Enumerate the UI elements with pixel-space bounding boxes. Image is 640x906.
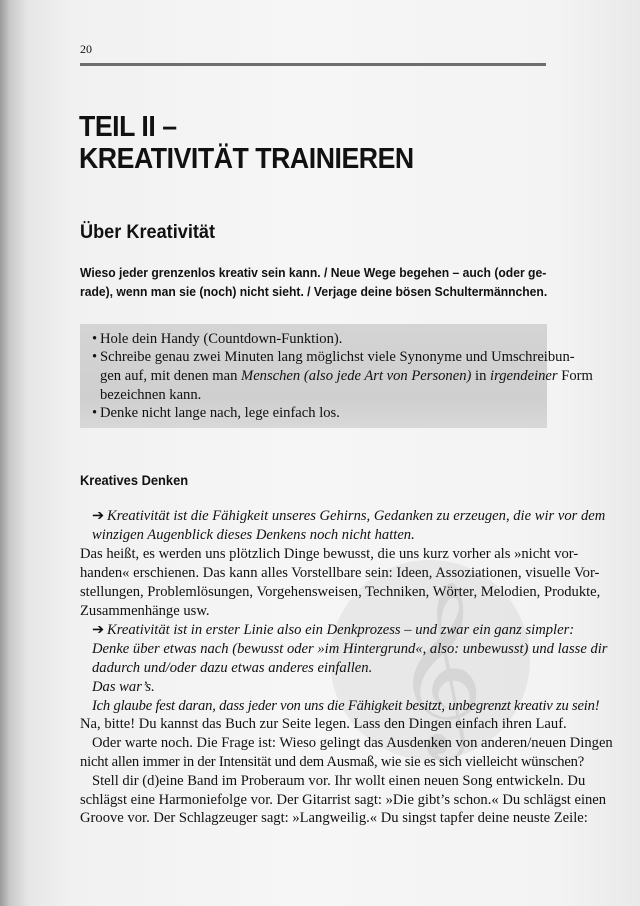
- quote-text: Kreativität ist in erster Linie also ein Denkprozess – und zwar ein ganz simpler:: [107, 622, 575, 638]
- quote-line: [92, 678, 155, 696]
- bullet-icon: •: [92, 405, 98, 421]
- bullet-icon: •: [92, 331, 98, 347]
- exercise-item: Schreibe genau zwei Minuten lang möglichst viele Synonyme und Umschreibun-: [100, 349, 575, 365]
- body-line: stellungen, Problemlösungen, Vorgehensweisen, Techniken, Wörter, Melodien, Produkte,: [80, 584, 601, 600]
- quote-line: [92, 697, 599, 715]
- emphasis: irgendeiner: [490, 368, 558, 384]
- body-line: nicht allen immer in der Intensität und dem Ausmaß, wie sie es sich vielleicht wünschen?: [80, 754, 584, 770]
- quote-text: Das war’s.: [92, 679, 155, 695]
- body-line: handen« erschienen. Das kann alles Vorstellbare sein: Ideen, Assoziationen, visuelle Vor-: [80, 565, 600, 581]
- body-line: Das heißt, es werden uns plötzlich Dinge bewusst, die uns kurz vorher als »nicht vor-: [80, 546, 579, 562]
- body-line: Zusammenhänge usw.: [80, 603, 210, 619]
- quote-line: [92, 659, 372, 677]
- quote-line: [92, 640, 608, 658]
- exercise-item-cont: [100, 367, 593, 385]
- body-line: schlägst eine Harmoniefolge vor. Der Gitarrist sagt: »Die gibt’s schon.« Du schlägst einen: [80, 792, 607, 808]
- body-line: Na, bitte! Du kannst das Buch zur Seite legen. Lass den Dingen einfach ihren Lauf.: [80, 716, 567, 732]
- text: in: [471, 368, 491, 384]
- quote-text: Kreativität ist die Fähigkeit unseres Gehirns, Gedanken zu erzeugen, die wir vor dem: [107, 508, 606, 524]
- body-line: Oder warte noch. Die Frage ist: Wieso gelingt das Ausdenken von anderen/neuen Dingen: [92, 735, 613, 751]
- page-number: 20: [80, 42, 92, 56]
- bullet-icon: •: [92, 349, 98, 365]
- intro-line: Wieso jeder grenzenlos kreativ sein kann. / Neue Wege begehen – auch (oder ge-: [80, 265, 547, 280]
- subsection-heading: Kreatives Denken: [80, 472, 189, 488]
- exercise-item: Denke nicht lange nach, lege einfach los.: [100, 405, 340, 421]
- section-heading: Über Kreativität: [80, 221, 216, 243]
- arrow-icon: ➔: [92, 508, 105, 524]
- exercise-item: Hole dein Handy (Countdown-Funktion).: [100, 331, 343, 347]
- treble-clef-watermark-icon: 𝄞: [395, 580, 484, 754]
- quote-line: [107, 507, 606, 525]
- body-line: Stell dir (d)eine Band im Proberaum vor. Ihr wollt einen neuen Song entwickeln. Du: [92, 773, 586, 789]
- intro-line: rade), wenn man sie (noch) nicht sieht. / Verjage deine bösen Schultermännchen.: [80, 284, 548, 299]
- quote-text: winzigen Augenblick dieses Denkens noch nicht hatten.: [92, 527, 415, 543]
- quote-text: dadurch und/oder dazu etwas anderes einfallen.: [92, 660, 373, 676]
- quote-text: Denke über etwas nach (bewusst oder »im Hintergrund«, also: unbewusst) und lasse dir: [92, 641, 608, 657]
- body-line: Groove vor. Der Schlagzeuger sagt: »Langweilig.« Du singst tapfer deine neuste Zeile:: [80, 810, 588, 826]
- chapter-title-line1: TEIL II –: [79, 111, 177, 143]
- exercise-item-cont: bezeichnen kann.: [100, 387, 202, 403]
- arrow-icon: ➔: [92, 622, 105, 638]
- quote-text: Ich glaube fest daran, dass jeder von uns die Fähigkeit besitzt, unbegrenzt kreativ zu sein!: [92, 698, 600, 714]
- header-rule: [80, 63, 546, 66]
- text: Form: [557, 368, 593, 384]
- quote-line: [107, 621, 574, 639]
- chapter-title-line2: KREATIVITÄT TRAINIEREN: [79, 143, 414, 175]
- quote-line: [92, 526, 415, 544]
- text: gen auf, mit denen man: [100, 368, 242, 384]
- emphasis: Menschen (also jede Art von Personen): [241, 368, 472, 384]
